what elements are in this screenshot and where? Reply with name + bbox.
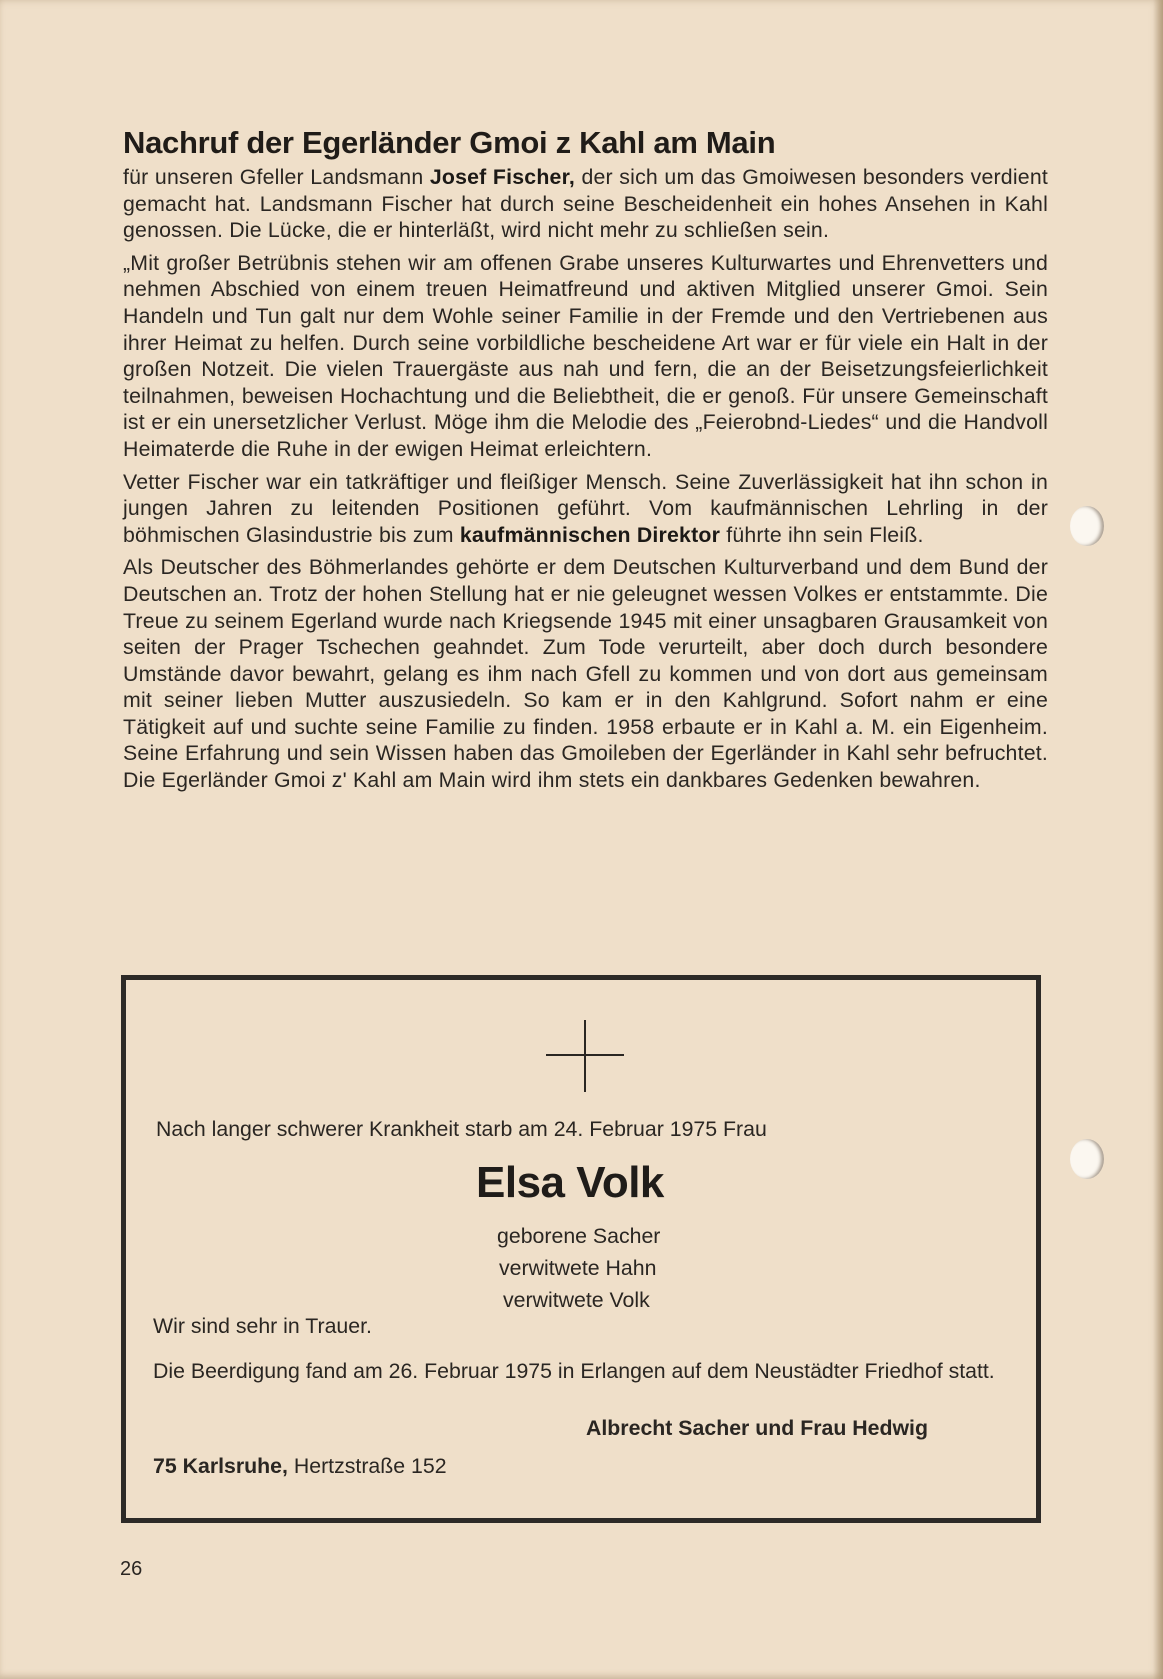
p1-text-pre: für unseren Gfeller Landsmann — [123, 165, 430, 189]
cross-horizontal — [546, 1054, 624, 1056]
widowed-name-2: verwitwete Volk — [503, 1288, 650, 1312]
p1-name-bold: Josef Fischer, — [429, 165, 576, 189]
p1-text-post: der sich um das Gmoiwesen besonders verdient gemacht hat. Landsmann Fischer hat durch seine Bescheidenheit ein hohes Ansehen in Kahl genossen. Die Lücke, die er hinterläßt, wird nicht mehr zu schließen sein. — [123, 165, 1048, 243]
deceased-name: Elsa Volk — [476, 1158, 664, 1207]
funeral-info: Die Beerdigung fand am 26. Februar 1975 in Erlangen auf dem Neustädter Friedhof statt. — [153, 1359, 995, 1383]
punch-hole-upper — [1070, 506, 1104, 546]
death-notice-box — [121, 975, 1041, 1523]
address — [153, 1454, 447, 1479]
cross-icon — [546, 1020, 624, 1092]
p3-title-bold: kaufmännischen Direktor — [459, 522, 721, 547]
widowed-name-1: verwitwete Hahn — [499, 1256, 657, 1280]
notice-intro: Nach langer schwerer Krankheit starb am 24. Februar 1975 Frau — [156, 1117, 767, 1141]
paragraph-3 — [123, 469, 1048, 549]
paragraph-1 — [123, 164, 1048, 244]
signature: Albrecht Sacher und Frau Hedwig — [586, 1416, 928, 1440]
p3-text-post: führte ihn sein Fleiß. — [720, 522, 924, 547]
punch-hole-lower — [1070, 1139, 1104, 1179]
maiden-name: geborene Sacher — [497, 1224, 661, 1248]
p3-text-pre: Vetter Fischer war ein tatkräftiger und fleißiger Mensch. Seine Zuverlässigkeit hat ihn schon in jungen Jahren zu leitenden Positionen geführt. Vom kaufmännischen Lehrling in der böhmischen Glasindustrie bis zum — [123, 469, 1048, 547]
address-street: Hertzstraße 152 — [287, 1454, 447, 1478]
paragraph-2: „Mit großer Betrübnis stehen wir am offenen Grabe unseres Kulturwartes und Ehrenvetters und nehmen Abschied von einem treuen Heimatfreund und aktiven Mitglied unserer Gmoi. Sein Handeln und Tun galt nur dem Wohle seiner Familie in der Fremde und den Vertriebenen aus ihrer Heimat zu helfen. Durch seine vorbildliche bescheidene Art war er für viele ein Halt in der großen Notzeit. Die vielen Trauergäste aus nah und fern, die an der Beisetzungsfeierlichkeit teilnahmen, beweisen Hochachtung und die Beliebtheit, die er genoß. Für unsere Gemeinschaft ist er ein unersetzlicher Verlust. Möge ihm die Melodie des „Feierobnd-Liedes“ und die Handvoll Heimaterde die Ruhe in der ewigen Heimat erleichtern. — [123, 250, 1048, 461]
obituary-article — [123, 124, 1048, 800]
mourning-line: Wir sind sehr in Trauer. — [153, 1314, 372, 1338]
cross-vertical — [584, 1020, 586, 1092]
page-number: 26 — [120, 1558, 143, 1580]
article-title: Nachruf der Egerländer Gmoi z Kahl am Main — [123, 125, 776, 160]
address-city: 75 Karlsruhe, — [153, 1454, 288, 1478]
paragraph-4: Als Deutscher des Böhmerlandes gehörte er dem Deutschen Kulturverband und dem Bund der Deutschen an. Trotz der hohen Stellung hat er nie geleugnet wessen Volkes er entstammte. Die Treue zu seinem Egerland wurde nach Kriegsende 1945 mit einer unsagbaren Grausamkeit von seiten der Prager Tschechen geahndet. Zum Tode verurteilt, aber doch durch besondere Umstände davor bewahrt, gelang es ihm nach Gfell zu kommen und von dort aus gemeinsam mit seiner lieben Mutter auszusiedeln. So kam er in den Kahlgrund. Sofort nahm er eine Tätigkeit auf und suchte seine Familie zu finden. 1958 erbaute er in Kahl a. M. ein Eigenheim. Seine Erfahrung und sein Wissen haben das Gmoileben der Egerländer in Kahl sehr befruchtet. Die Egerländer Gmoi z' Kahl am Main wird ihm stets ein dankbares Gedenken bewahren. — [123, 555, 1048, 793]
